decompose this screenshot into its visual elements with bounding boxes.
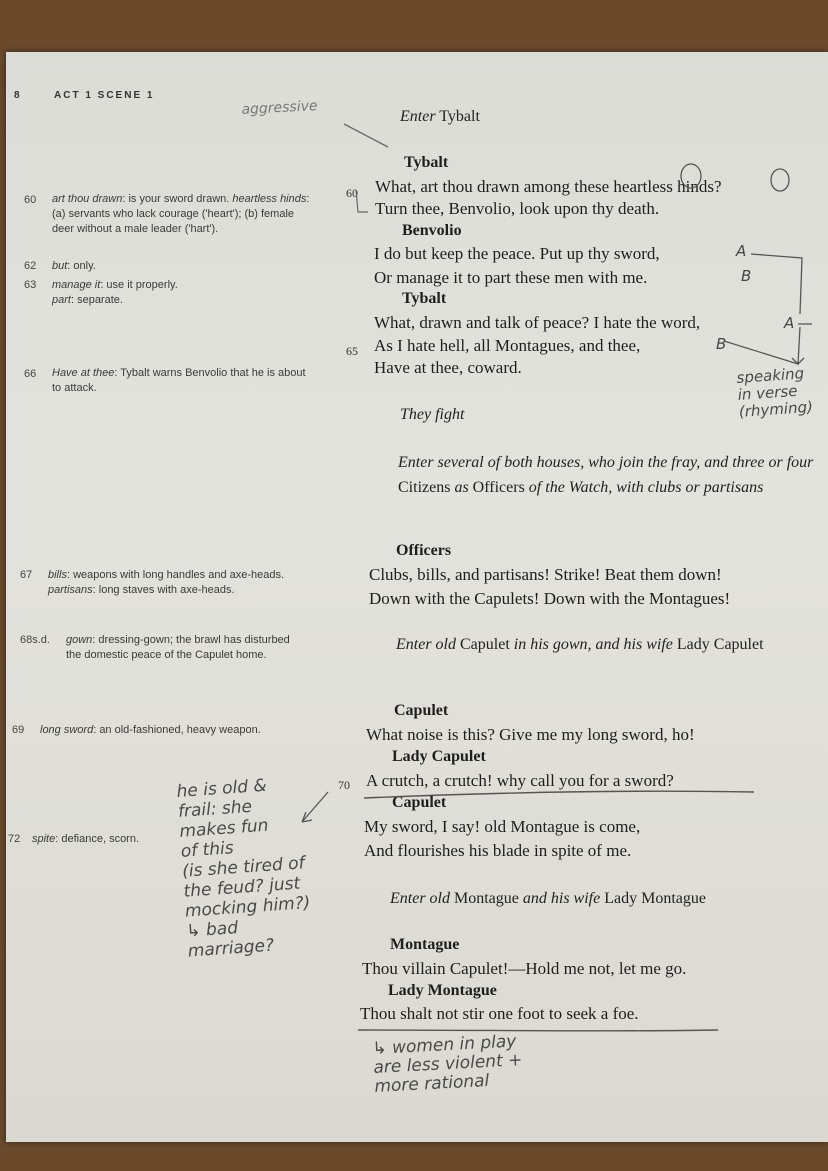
note-69: long sword: an old-fashioned, heavy weapon. bbox=[40, 724, 261, 736]
speaker-officers: Officers bbox=[396, 542, 452, 559]
book-page bbox=[6, 52, 828, 1142]
note-66: Have at thee: Tybalt warns Benvolio that he is about to attack. bbox=[52, 367, 306, 394]
handwritten-crutch-note: he is old & frail: she makes fun of this (is she tired of the feud? just mocking him?) ↳ bad marriage? bbox=[176, 775, 312, 962]
note-67: bills: weapons with long handles and axe-heads. partisans: long staves with axe-heads. bbox=[48, 569, 285, 596]
note-num-69: 69 bbox=[12, 724, 25, 736]
rhyme-mark-b: B bbox=[716, 335, 727, 353]
note-num-72: 72 bbox=[8, 833, 21, 845]
note-72: spite: defiance, scorn. bbox=[32, 833, 140, 845]
stage-direction-enter-tybalt: Enter Tybalt bbox=[400, 108, 480, 125]
speaker-tybalt: Tybalt bbox=[402, 290, 447, 307]
pen-annotations bbox=[6, 52, 828, 1142]
rhyme-mark-b: B bbox=[741, 267, 752, 285]
stage-direction-enter-capulet: Enter old Capulet in his gown, and his wife Lady Capulet bbox=[396, 636, 764, 653]
verse-line: As I hate hell, all Montagues, and thee, bbox=[374, 336, 641, 355]
verse-line: Down with the Capulets! Down with the Montagues! bbox=[369, 589, 731, 608]
verse-line: Or manage it to part these men with me. bbox=[374, 268, 648, 287]
verse-line: Thou villain Capulet!—Hold me not, let me go. bbox=[362, 959, 687, 978]
page-number: 8 bbox=[14, 90, 22, 101]
note-63: manage it: use it properly. part: separate. bbox=[52, 279, 178, 306]
verse-line: What, drawn and talk of peace? I hate the word, bbox=[374, 313, 701, 332]
speaker-lady-capulet: Lady Capulet bbox=[392, 748, 486, 765]
note-62: but: only. bbox=[52, 260, 96, 272]
verse-line: What noise is this? Give me my long sword, ho! bbox=[366, 725, 695, 744]
note-num-63: 63 bbox=[24, 279, 37, 291]
handwritten-speaking-verse: speaking in verse (rhyming) bbox=[735, 364, 814, 421]
speaker-benvolio: Benvolio bbox=[402, 222, 462, 239]
speaker-capulet: Capulet bbox=[394, 702, 449, 719]
verse-line: Clubs, bills, and partisans! Strike! Beat them down! bbox=[369, 565, 722, 584]
line-number-60: 60 bbox=[346, 186, 358, 200]
handwritten-aggressive: aggressive bbox=[241, 98, 318, 118]
verse-line: Have at thee, coward. bbox=[374, 358, 522, 377]
verse-line: And flourishes his blade in spite of me. bbox=[364, 841, 632, 860]
speaker-lady-montague: Lady Montague bbox=[388, 982, 497, 999]
line-number-70: 70 bbox=[338, 778, 350, 792]
verse-line: Thou shalt not stir one foot to seek a foe. bbox=[360, 1004, 639, 1023]
stage-direction-enter-montague: Enter old Montague and his wife Lady Montague bbox=[390, 890, 706, 907]
note-num-66: 66 bbox=[24, 368, 37, 380]
verse-line: A crutch, a crutch! why call you for a sword? bbox=[366, 771, 674, 790]
rhyme-mark-a: A bbox=[736, 242, 747, 260]
speaker-montague: Montague bbox=[390, 936, 460, 953]
speaker-capulet: Capulet bbox=[392, 794, 447, 811]
note-num-60: 60 bbox=[24, 194, 37, 206]
note-num-67: 67 bbox=[20, 569, 33, 581]
verse-line: What, art thou drawn among these heartless hinds? bbox=[375, 177, 722, 196]
speaker-tybalt: Tybalt bbox=[404, 154, 449, 171]
running-header: ACT 1 SCENE 1 bbox=[54, 90, 155, 101]
line-number-65: 65 bbox=[346, 344, 358, 358]
rhyme-mark-a: A bbox=[784, 314, 795, 332]
verse-line: Turn thee, Benvolio, look upon thy death. bbox=[375, 199, 660, 218]
note-num-62: 62 bbox=[24, 260, 37, 272]
note-68sd: gown: dressing-gown; the brawl has disturbed the domestic peace of the Capulet home. bbox=[66, 634, 290, 661]
note-num-68sd: 68s.d. bbox=[20, 634, 50, 646]
stage-direction-they-fight: They fight bbox=[400, 406, 465, 423]
stage-direction-enter-several: Enter several of both houses, who join the fray, and three or four Citizens as Officers of the Watch, with clubs or partisans bbox=[398, 454, 814, 496]
verse-line: My sword, I say! old Montague is come, bbox=[364, 817, 641, 836]
verse-line: I do but keep the peace. Put up thy sword, bbox=[374, 244, 660, 263]
note-60: art thou drawn: is your sword drawn. heartless hinds: (a) servants who lack courage ('heart'); (b) female deer without a male leader ('hart'). bbox=[52, 193, 310, 235]
handwritten-women-note: ↳ women in play are less violent + more rational bbox=[371, 1031, 523, 1097]
